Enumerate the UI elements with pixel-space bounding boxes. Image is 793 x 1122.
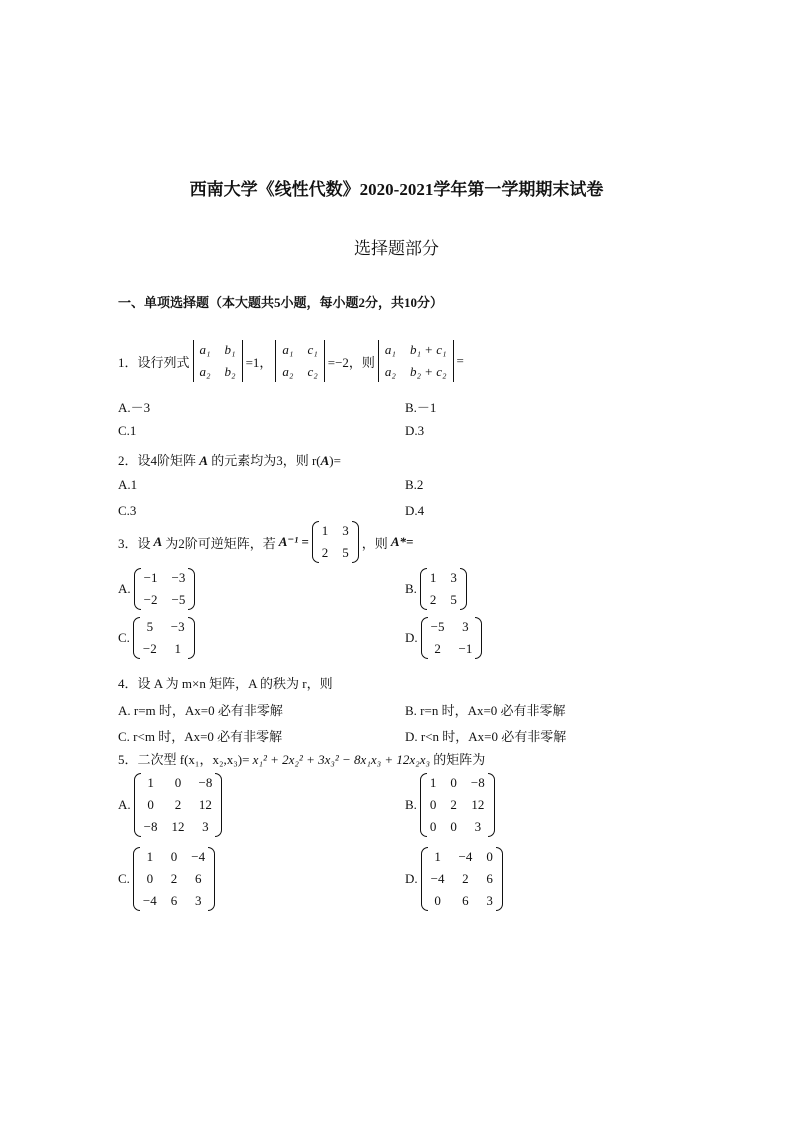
matrix-cell: 3: [486, 893, 493, 908]
matrix-cell: 0: [429, 819, 437, 834]
q4-option-c: C. r<m 时，Ax=0 必有非零解: [118, 729, 283, 744]
q3-text: ，则: [361, 535, 388, 551]
matrix-cell: 2: [174, 797, 182, 812]
matrix-cell: 2: [429, 592, 437, 607]
matrix-cell: −4: [142, 893, 157, 908]
matrix-cell: b₁: [224, 342, 236, 357]
matrix-cell: 2: [462, 871, 469, 886]
option-label: B.: [405, 581, 417, 596]
matrix-cell: b₂ + c₂: [409, 364, 447, 379]
matrix-cell: −2: [143, 592, 158, 607]
matrix-cell: 6: [486, 871, 493, 886]
matrix-cell: 2: [321, 545, 329, 560]
q5-formula: x₁² + 2x₂² + 3x₃² − 8x₁x₃ + 12x₂x₃: [252, 752, 430, 767]
matrix-cell: −8: [198, 775, 213, 790]
matrix-cell: 6: [170, 893, 178, 908]
question-1: [118, 340, 464, 382]
question-4: 4．设 A 为 m×n 矩阵，A 的秩为 r，则: [118, 676, 333, 691]
q2-option-b: B.2: [405, 477, 424, 492]
matrix-cell: b₁ + c₁: [409, 342, 447, 357]
matrix-cell: 0: [429, 797, 437, 812]
option-label: C.: [118, 630, 130, 645]
matrix-cell: 3: [450, 570, 457, 585]
matrix-cell: 6: [462, 893, 469, 908]
matrix-cell: 1: [174, 641, 181, 656]
matrix-cell: 0: [170, 849, 178, 864]
q5-text: 的矩阵为: [429, 752, 486, 767]
matrix-cell: 3: [474, 819, 482, 834]
q5-option-b: [405, 773, 495, 837]
matrix-cell: 1: [321, 523, 329, 538]
matrix-cell: 5: [342, 545, 349, 560]
question-1-prefix: 1．设行列式: [118, 354, 190, 370]
q3-text: 为2阶可逆矩阵，若: [165, 535, 276, 551]
matrix-cell: 0: [450, 819, 457, 834]
option-matrix: [134, 568, 196, 610]
q2-text: )=: [329, 453, 341, 468]
q2-text: 2．设4阶矩阵: [118, 453, 197, 468]
matrix-cell: −1: [458, 641, 473, 656]
matrix-cell: 5: [450, 592, 457, 607]
option-label: D.: [405, 630, 418, 645]
q1-option-a: A.－3: [118, 400, 151, 415]
matrix-cell: 12: [198, 797, 212, 812]
question-2: [118, 450, 341, 469]
q3-option-a: [118, 568, 195, 610]
matrix-cell: 5: [146, 619, 154, 634]
matrix-cell: 1: [434, 849, 441, 864]
q3-option-d: [405, 617, 482, 659]
matrix-cell: 1: [147, 775, 154, 790]
option-matrix: [420, 773, 495, 837]
matrix-cell: −2: [142, 641, 157, 656]
matrix-cell: −4: [191, 849, 206, 864]
matrix-cell: −1: [143, 570, 158, 585]
q2-matrix-symbol: A: [320, 453, 330, 468]
matrix-cell: 2: [170, 871, 178, 886]
matrix-cell: 2: [434, 641, 441, 656]
matrix-cell: a₁: [199, 342, 211, 357]
matrix-cell: 12: [471, 797, 485, 812]
option-label: B.: [405, 797, 417, 812]
exam-title: 西南大学《线性代数》2020-2021学年第一学期期末试卷: [189, 180, 604, 199]
matrix-cell: 0: [147, 797, 154, 812]
determinant-2: [275, 340, 324, 382]
matrix-cell: c₂: [307, 364, 318, 379]
option-label: C.: [118, 871, 130, 886]
equals-1: =1，: [245, 354, 273, 370]
option-matrix: [421, 617, 483, 659]
q2-text: 的元素均为3，则 r(: [211, 453, 321, 468]
matrix-cell: 1: [429, 570, 437, 585]
q2-option-d: D.4: [405, 503, 425, 518]
q1-option-d: D.3: [405, 423, 425, 438]
matrix-cell: 1: [146, 849, 154, 864]
equals-2: =−2，则: [327, 354, 375, 370]
determinant-3: [378, 340, 454, 382]
q1-option-c: C.1: [118, 423, 137, 438]
equals-3: =: [456, 353, 464, 368]
matrix-cell: 0: [486, 849, 493, 864]
matrix-cell: 2: [450, 797, 457, 812]
option-label: A.: [118, 797, 131, 812]
option-matrix: [133, 847, 215, 911]
q4-option-b: B. r=n 时，Ax=0 必有非零解: [405, 703, 566, 718]
q3-option-c: [118, 617, 195, 659]
q3-inverse-symbol: A⁻¹ =: [278, 534, 309, 549]
matrix-cell: −5: [171, 592, 186, 607]
q4-option-a: A. r=m 时，Ax=0 必有非零解: [118, 703, 283, 718]
q3-inverse-matrix: [312, 521, 359, 563]
option-matrix: [134, 773, 223, 837]
q1-option-b: B.－1: [405, 400, 437, 415]
question-3: [118, 521, 413, 563]
matrix-cell: −4: [458, 849, 473, 864]
matrix-cell: a₂: [384, 364, 396, 379]
q2-matrix-symbol: A: [199, 453, 208, 468]
matrix-cell: b₂: [224, 364, 236, 379]
q3-text: 3．设: [118, 535, 151, 551]
matrix-cell: −3: [171, 570, 186, 585]
option-matrix: [421, 847, 503, 911]
matrix-cell: −8: [470, 775, 485, 790]
option-matrix: [133, 617, 195, 659]
option-label: D.: [405, 871, 418, 886]
determinant-1: [193, 340, 243, 382]
matrix-cell: −3: [170, 619, 185, 634]
matrix-cell: 12: [171, 819, 185, 834]
matrix-cell: −5: [430, 619, 445, 634]
q2-option-c: C.3: [118, 503, 137, 518]
q5-option-d: [405, 847, 503, 911]
matrix-cell: −8: [143, 819, 158, 834]
matrix-cell: c₁: [307, 342, 318, 357]
question-5: [118, 749, 485, 768]
matrix-cell: 0: [146, 871, 154, 886]
section-subtitle: 选择题部分: [354, 239, 439, 258]
matrix-cell: 0: [174, 775, 182, 790]
q2-option-a: A.1: [118, 477, 138, 492]
matrix-cell: −4: [430, 871, 445, 886]
matrix-cell: 6: [194, 871, 202, 886]
q4-option-d: D. r<n 时，Ax=0 必有非零解: [405, 729, 567, 744]
matrix-cell: a₁: [282, 342, 294, 357]
q5-option-c: [118, 847, 215, 911]
matrix-cell: 3: [202, 819, 209, 834]
matrix-cell: 3: [342, 523, 349, 538]
matrix-cell: 1: [429, 775, 437, 790]
matrix-cell: a₂: [282, 364, 294, 379]
option-matrix: [420, 568, 467, 610]
q3-matrix-symbol: A: [153, 534, 163, 549]
matrix-cell: a₂: [199, 364, 211, 379]
matrix-cell: a₁: [384, 342, 396, 357]
matrix-cell: 3: [194, 893, 202, 908]
q5-text: 5．二次型 f(x₁，x₂,x₃)=: [118, 752, 253, 767]
matrix-cell: 3: [462, 619, 469, 634]
q5-option-a: [118, 773, 222, 837]
q3-adjugate-symbol: A*=: [390, 534, 414, 549]
q3-option-b: [405, 568, 467, 610]
matrix-cell: 0: [450, 775, 457, 790]
matrix-cell: 0: [434, 893, 441, 908]
option-label: A.: [118, 581, 131, 596]
section-header: 一、单项选择题（本大题共5小题，每小题2分，共10分）: [118, 295, 444, 310]
